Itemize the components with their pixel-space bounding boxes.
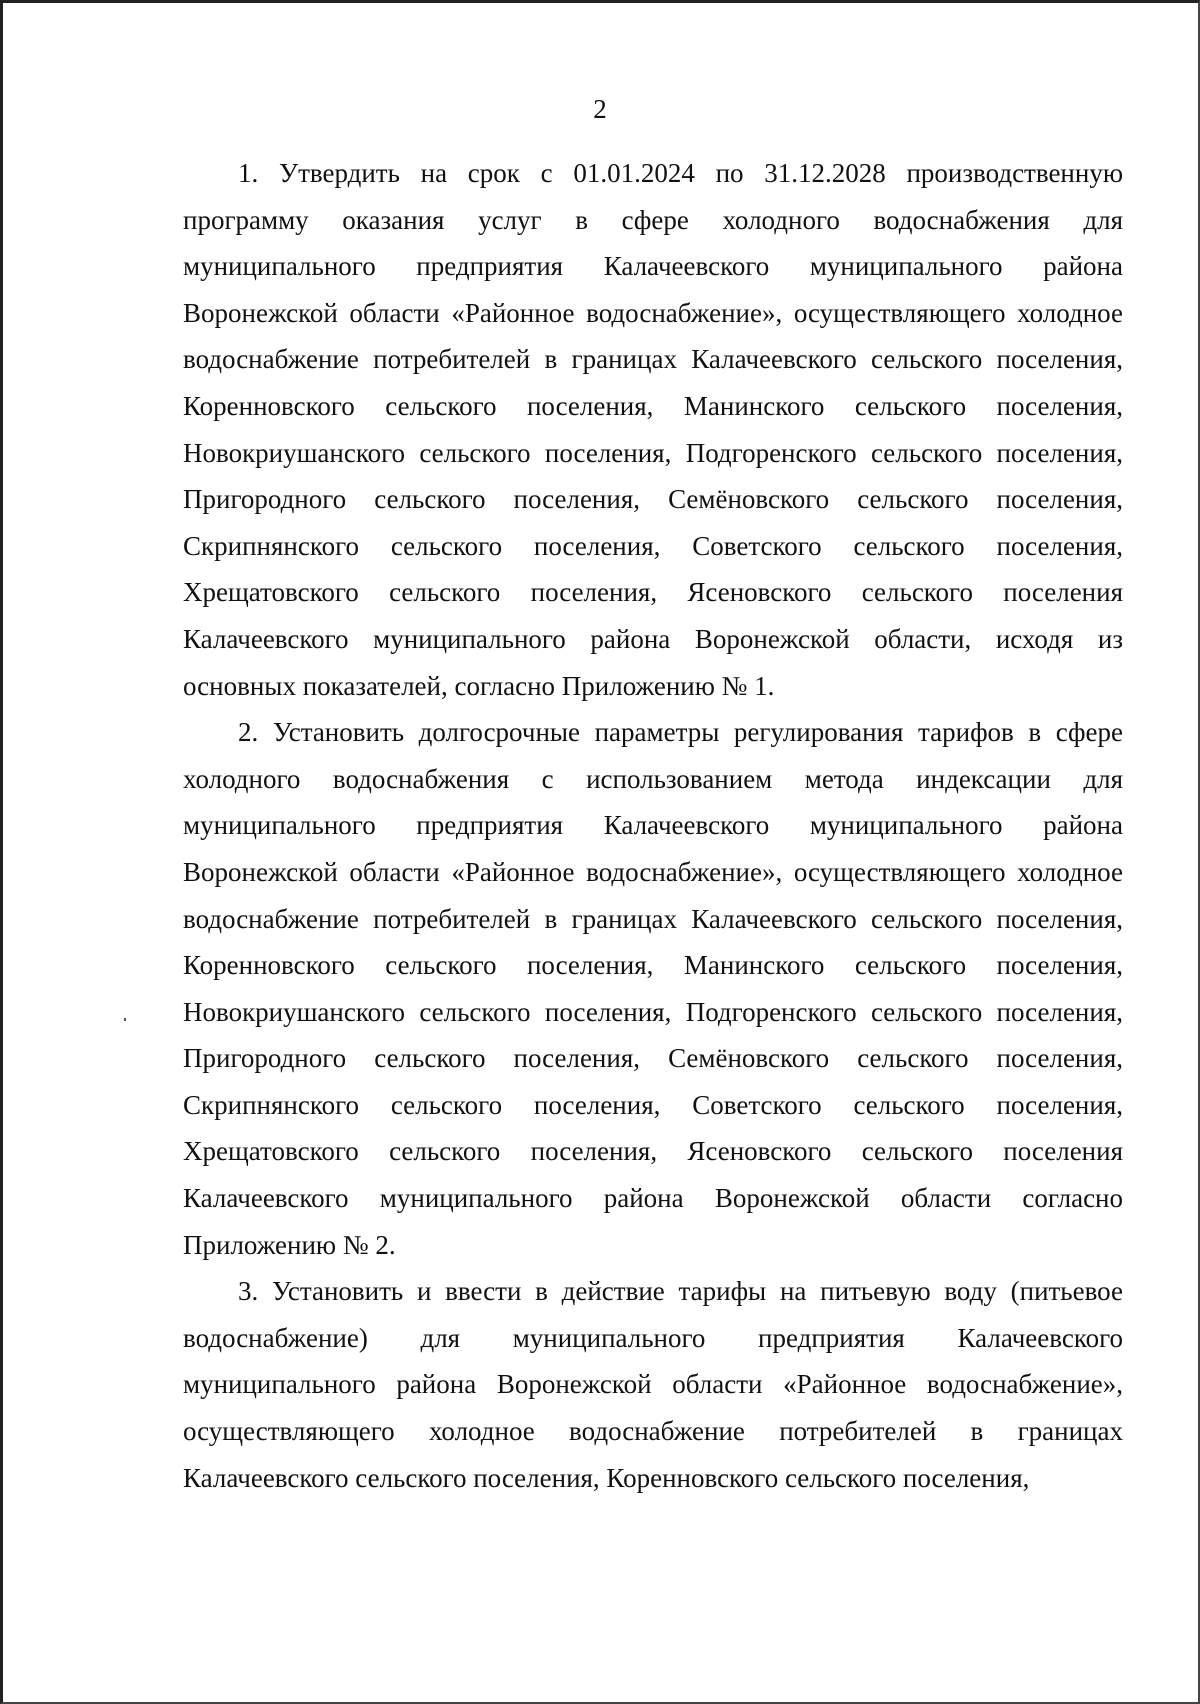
scan-speck (124, 1018, 126, 1021)
paragraph-2: 2. Установить долгосрочные параметры регулирования тарифов в сфере холодного водоснабжения с использованием метода индексации для муниципального предприятия Калачеевского муниципального района Воронежской области «Районное водоснабжение», осуществляющего холодное водоснабжение потребителей в границах Калачеевского сельского поселения, Коренновского сельского поселения, Манинского сельского поселения, Новокриушанского сельского поселения, Подгоренского сельского поселения, Пригородного сельского поселения, Семёновского сельского поселения, Скрипнянского сельского поселения, Советского сельского поселения, Хрещатовского сельского поселения, Ясеновского сельского поселения Калачеевского муниципального района Воронежской области согласно Приложению № 2. (183, 717, 1123, 1260)
paragraph-3: 3. Установить и ввести в действие тарифы на питьевую воду (питьевое водоснабжение) для муниципального предприятия Калачеевского муниципального района Воронежской области «Районное водоснабжение», осуществляющего холодное водоснабжение потребителей в границах Калачеевского сельского поселения, Коренновского сельского поселения, (183, 1276, 1123, 1493)
page-number: 2 (593, 94, 607, 124)
paragraph-1: 1. Утвердить на срок с 01.01.2024 по 31.12.2028 производственную программу оказания услуг в сфере холодного водоснабжения для муниципального предприятия Калачеевского муниципального района Воронежской области «Районное водоснабжение», осуществляющего холодное водоснабжение потребителей в границах Калачеевского сельского поселения, Коренновского сельского поселения, Манинского сельского поселения, Новокриушанского сельского поселения, Подгоренского сельского поселения, Пригородного сельского поселения, Семёновского сельского поселения, Скрипнянского сельского поселения, Советского сельского поселения, Хрещатовского сельского поселения, Ясеновского сельского поселения Калачеевского муниципального района Воронежской области, исходя из основных показателей, согласно Приложению № 1. (183, 158, 1123, 701)
document-body (183, 150, 1123, 1501)
